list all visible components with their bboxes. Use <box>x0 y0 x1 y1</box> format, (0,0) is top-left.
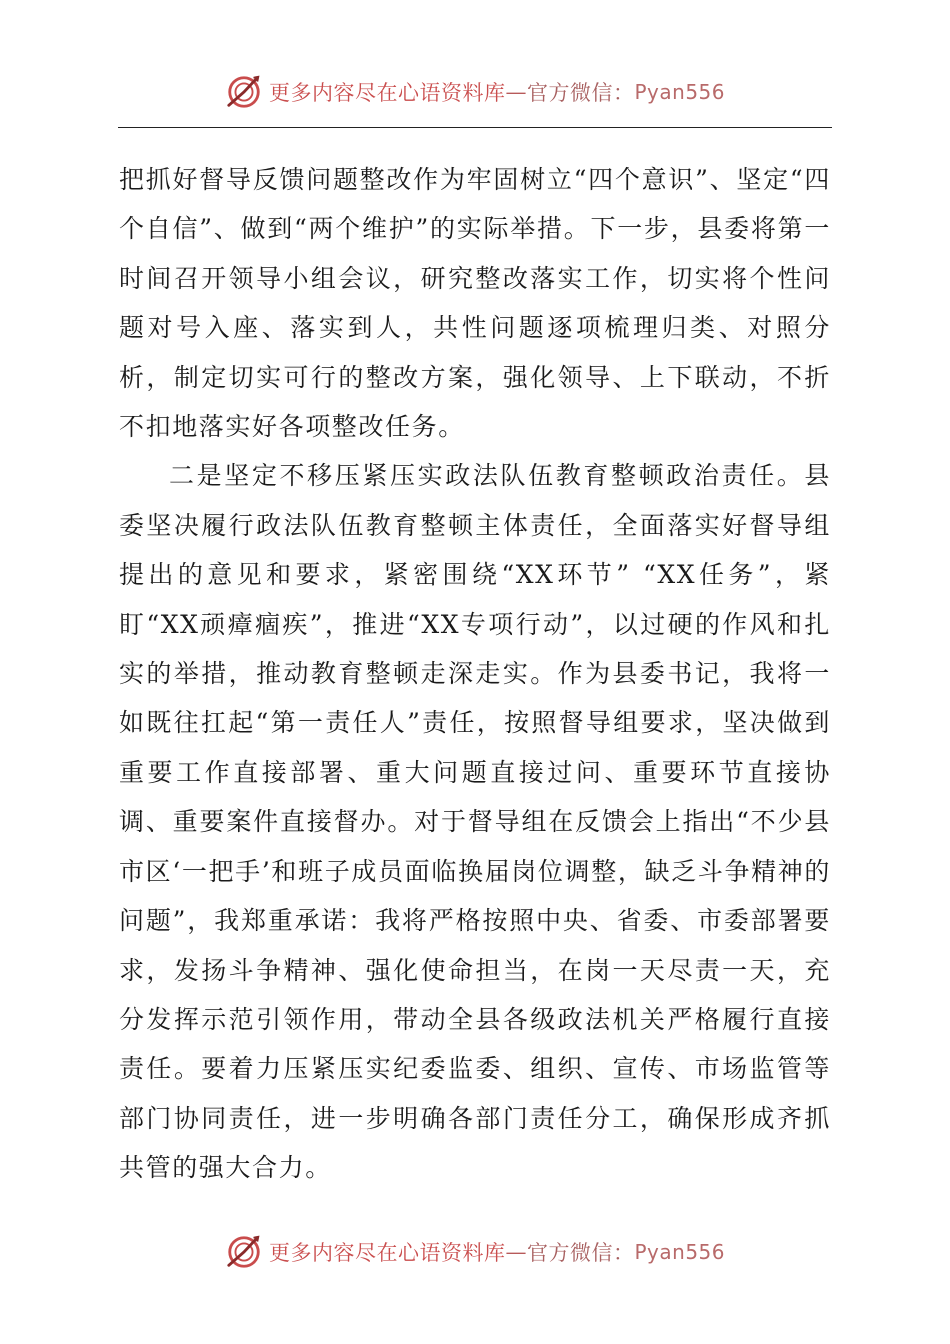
paragraph-continued: 把抓好督导反馈问题整改作为牢固树立“四个意识”、坚定“四个自信”、做到“两个维护”的实际举措。下一步，县委将第一时间召开领导小组会议，研究整改落实工作，切实将个性问题对号入座、落实到人，共性问题逐项梳理归类、对照分析，制定切实可行的整改方案，强化领导、上下联动，不折不扣地落实好各项整改任务。 <box>119 165 831 442</box>
header-wechat-label: 官方微信： <box>526 81 635 105</box>
brand-logo-icon <box>225 73 263 111</box>
footer-wechat-label: 官方微信： <box>526 1241 635 1265</box>
document-body <box>119 155 831 1193</box>
brand-logo-icon <box>225 1233 263 1271</box>
header-banner <box>0 70 950 114</box>
header-wechat-id: Pyan556 <box>634 80 725 104</box>
footer-banner <box>0 1230 950 1274</box>
header-dash: — <box>505 80 527 104</box>
footer-site-name: 更多内容尽在心语资料库 <box>268 1241 506 1265</box>
footer-dash: — <box>505 1240 527 1264</box>
header-site-name: 更多内容尽在心语资料库 <box>268 81 506 105</box>
header-rule <box>118 127 832 128</box>
paragraph-point-two: 二是坚定不移压紧压实政法队伍教育整顿政治责任。县委坚决履行政法队伍教育整顿主体责任，全面落实好督导组提出的意见和要求，紧密围绕“XX环节” “XX任务”，紧盯“XX顽瘴痼疾”，推进“XX专项行动”，以过硬的作风和扎实的举措，推动教育整顿走深走实。作为县委书记，我将一如既往扛起“第一责任人”责任，按照督导组要求，坚决做到重要工作直接部署、重大问题直接过问、重要环节直接协调、重要案件直接督办。对于督导组在反馈会上指出“不少县市区‘一把手’和班子成员面临换届岗位调整，缺乏斗争精神的问题”，我郑重承诺：我将严格按照中央、省委、市委部署要求，发扬斗争精神、强化使命担当，在岗一天尽责一天，充分发挥示范引领作用，带动全县各级政法机关严格履行直接责任。要着力压紧压实纪委监委、组织、宣传、市场监管等部门协同责任，进一步明确各部门责任分工，确保形成齐抓共管的强大合力。 <box>119 461 831 1183</box>
footer-wechat-id: Pyan556 <box>634 1240 725 1264</box>
